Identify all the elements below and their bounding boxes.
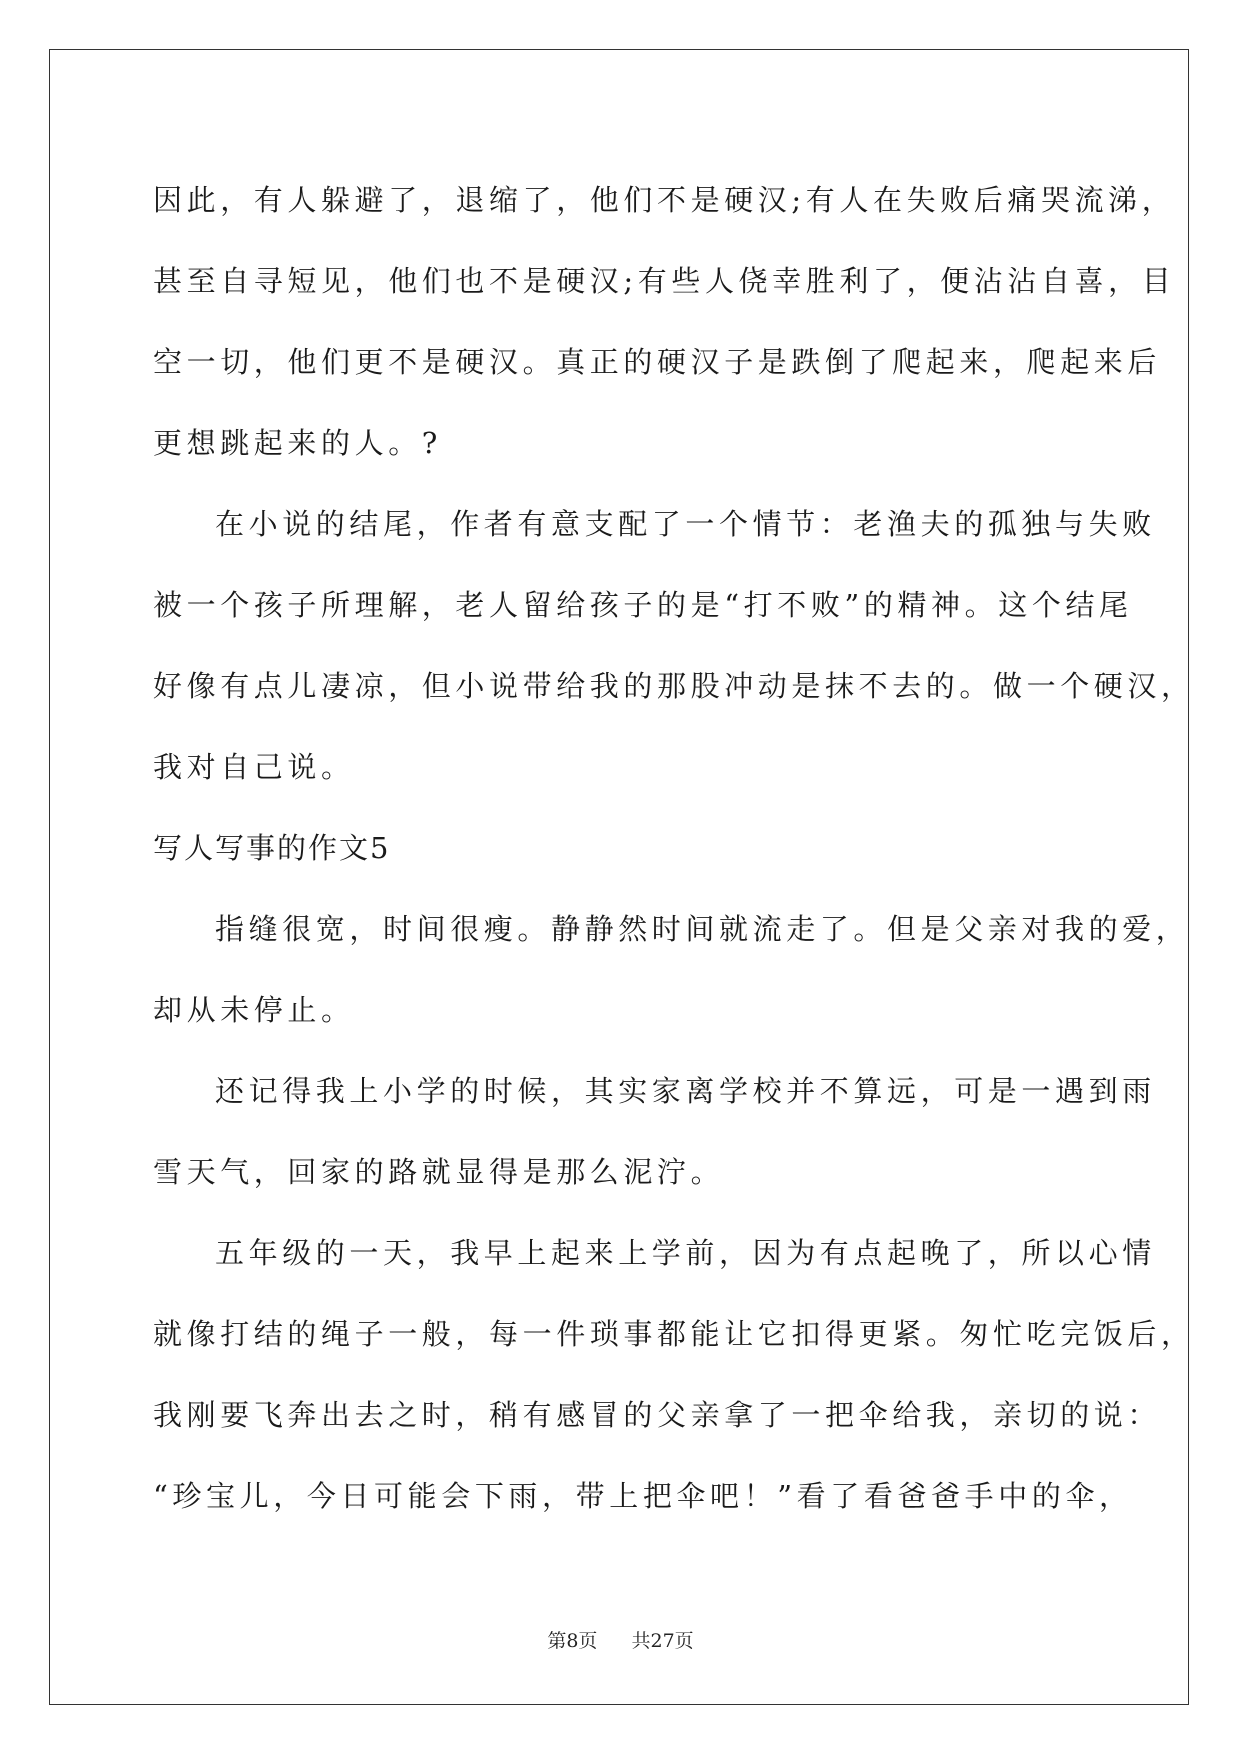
paragraph-line: 更想跳起来的人。? <box>153 426 442 460</box>
paragraph-line: 好像有点儿凄凉，但小说带给我的那股冲动是抹不去的。做一个硬汉， <box>153 669 1195 703</box>
paragraph-line: 五年级的一天，我早上起来上学前，因为有点起晚了，所以心情 <box>215 1236 1156 1270</box>
paragraph-line: 被一个孩子所理解，老人留给孩子的是“打不败”的精神。这个结尾 <box>153 588 1133 622</box>
paragraph-line: 因此，有人躲避了，退缩了，他们不是硬汉;有人在失败后痛哭流涕， <box>153 183 1176 217</box>
paragraph-line: 我对自己说。 <box>153 750 355 784</box>
paragraph-line: 在小说的结尾，作者有意支配了一个情节：老渔夫的孤独与失败 <box>215 507 1156 541</box>
paragraph-line: 我刚要飞奔出去之时，稍有感冒的父亲拿了一把伞给我，亲切的说： <box>153 1398 1162 1432</box>
paragraph-line: 雪天气，回家的路就显得是那么泥泞。 <box>153 1155 725 1189</box>
paragraph-line: 却从未停止。 <box>153 993 355 1027</box>
paragraph-line: 甚至自寻短见，他们也不是硬汉;有些人侥幸胜利了，便沾沾自喜，目 <box>153 264 1176 298</box>
document-body <box>153 160 1195 1537</box>
total-page-count: 共27页 <box>631 1630 694 1652</box>
paragraph-line: 指缝很宽，时间很瘦。静静然时间就流走了。但是父亲对我的爱， <box>215 912 1190 946</box>
paragraph-line: 空一切，他们更不是硬汉。真正的硬汉子是跌倒了爬起来，爬起来后 <box>153 345 1162 379</box>
current-page-number: 第8页 <box>547 1630 598 1652</box>
paragraph-line: 还记得我上小学的时候，其实家离学校并不算远，可是一遇到雨 <box>215 1074 1156 1108</box>
section-heading: 写人写事的作文5 <box>153 831 391 865</box>
paragraph-line: “珍宝儿，今日可能会下雨，带上把伞吧！”看了看爸爸手中的伞， <box>153 1479 1133 1513</box>
paragraph-line: 就像打结的绳子一般，每一件琐事都能让它扣得更紧。匆忙吃完饭后， <box>153 1317 1195 1351</box>
page-footer <box>0 1626 1241 1653</box>
